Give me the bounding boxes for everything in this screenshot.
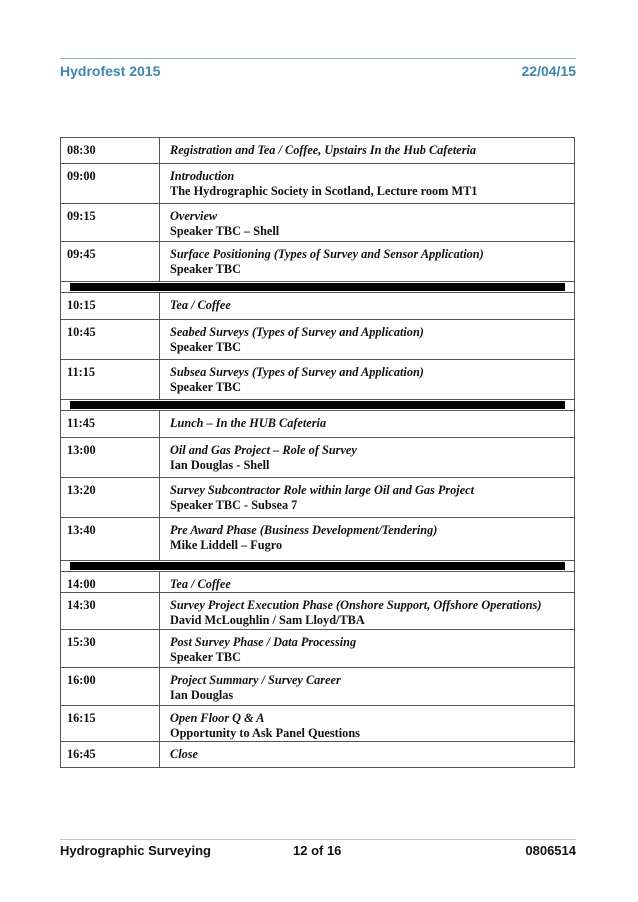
session-speaker: Speaker TBC xyxy=(170,380,241,394)
session-title: Registration and Tea / Coffee, Upstairs In the Hub Cafeteria xyxy=(170,143,477,157)
session-details xyxy=(160,518,575,561)
session-speaker: Speaker TBC - Subsea 7 xyxy=(170,498,298,512)
document-date: 22/04/15 xyxy=(521,63,576,79)
schedule-row xyxy=(61,242,575,282)
schedule-row xyxy=(61,293,575,320)
break-bar xyxy=(70,401,565,409)
session-time: 10:15 xyxy=(61,293,160,320)
break-bar xyxy=(70,562,565,570)
session-title: Lunch – In the HUB Cafeteria xyxy=(170,416,327,430)
session-details xyxy=(160,360,575,400)
schedule-row xyxy=(61,742,575,768)
break-bar xyxy=(70,283,565,291)
session-title: Overview xyxy=(170,209,218,223)
session-details xyxy=(160,593,575,630)
schedule-row xyxy=(61,320,575,360)
break-divider-row xyxy=(61,561,575,572)
session-title: Introduction xyxy=(170,169,235,183)
session-details xyxy=(160,411,575,438)
session-time: 14:30 xyxy=(61,593,160,630)
schedule-row xyxy=(61,518,575,561)
session-title: Subsea Surveys (Types of Survey and Application) xyxy=(170,365,424,379)
session-details xyxy=(160,242,575,282)
break-divider-row xyxy=(61,400,575,411)
page-number: 12 of 16 xyxy=(293,843,342,858)
session-time: 16:45 xyxy=(61,742,160,768)
session-speaker: The Hydrographic Society in Scotland, Lecture room MT1 xyxy=(170,184,478,198)
session-speaker: David McLoughlin / Sam Lloyd/TBA xyxy=(170,613,365,627)
session-time: 09:45 xyxy=(61,242,160,282)
session-details xyxy=(160,572,575,593)
session-speaker: Speaker TBC xyxy=(170,650,241,664)
schedule-table xyxy=(60,137,575,768)
session-speaker: Speaker TBC xyxy=(170,262,241,276)
session-speaker: Ian Douglas xyxy=(170,688,234,702)
session-time: 16:15 xyxy=(61,706,160,742)
schedule-row xyxy=(61,138,575,164)
footer-course: Hydrographic Surveying xyxy=(60,843,211,858)
session-title: Seabed Surveys (Types of Survey and Application) xyxy=(170,325,424,339)
schedule-row xyxy=(61,164,575,204)
break-divider-cell xyxy=(61,282,575,293)
schedule-row xyxy=(61,630,575,668)
session-details xyxy=(160,742,575,768)
session-time: 09:00 xyxy=(61,164,160,204)
session-speaker: Mike Liddell – Fugro xyxy=(170,538,283,552)
session-title: Tea / Coffee xyxy=(170,298,231,312)
document-title: Hydrofest 2015 xyxy=(60,63,161,79)
schedule-row xyxy=(61,668,575,706)
session-details xyxy=(160,164,575,204)
session-title: Survey Subcontractor Role within large Oil and Gas Project xyxy=(170,483,475,497)
session-details xyxy=(160,706,575,742)
session-title: Close xyxy=(170,747,199,761)
session-details xyxy=(160,204,575,242)
schedule-row xyxy=(61,478,575,518)
schedule-row xyxy=(61,438,575,478)
schedule-row xyxy=(61,593,575,630)
session-title: Open Floor Q & A xyxy=(170,711,265,725)
session-details xyxy=(160,138,575,164)
schedule-row xyxy=(61,204,575,242)
session-title: Tea / Coffee xyxy=(170,577,231,591)
session-time: 13:20 xyxy=(61,478,160,518)
break-divider-cell xyxy=(61,561,575,572)
session-title: Post Survey Phase / Data Processing xyxy=(170,635,357,649)
session-time: 11:15 xyxy=(61,360,160,400)
break-divider-row xyxy=(61,282,575,293)
session-title: Oil and Gas Project – Role of Survey xyxy=(170,443,357,457)
session-speaker: Speaker TBC xyxy=(170,340,241,354)
session-title: Survey Project Execution Phase (Onshore Support, Offshore Operations) xyxy=(170,598,542,612)
session-title: Pre Award Phase (Business Development/Tendering) xyxy=(170,523,438,537)
session-details xyxy=(160,438,575,478)
session-time: 16:00 xyxy=(61,668,160,706)
session-time: 10:45 xyxy=(61,320,160,360)
session-time: 13:40 xyxy=(61,518,160,561)
session-speaker: Ian Douglas - Shell xyxy=(170,458,270,472)
session-time: 09:15 xyxy=(61,204,160,242)
footer-rule xyxy=(60,839,576,840)
session-details xyxy=(160,293,575,320)
schedule-row xyxy=(61,706,575,742)
session-speaker: Speaker TBC – Shell xyxy=(170,224,280,238)
session-time: 14:00 xyxy=(61,572,160,593)
session-time: 08:30 xyxy=(61,138,160,164)
schedule-row xyxy=(61,411,575,438)
session-time: 11:45 xyxy=(61,411,160,438)
schedule-row xyxy=(61,572,575,593)
header-rule xyxy=(60,58,576,59)
session-details xyxy=(160,478,575,518)
schedule-body xyxy=(61,138,575,768)
session-details xyxy=(160,320,575,360)
schedule-row xyxy=(61,360,575,400)
session-details xyxy=(160,630,575,668)
footer-student-id: 0806514 xyxy=(525,843,576,858)
session-time: 15:30 xyxy=(61,630,160,668)
session-speaker: Opportunity to Ask Panel Questions xyxy=(170,726,360,740)
session-details xyxy=(160,668,575,706)
session-title: Project Summary / Survey Career xyxy=(170,673,341,687)
session-time: 13:00 xyxy=(61,438,160,478)
break-divider-cell xyxy=(61,400,575,411)
session-title: Surface Positioning (Types of Survey and Sensor Application) xyxy=(170,247,484,261)
